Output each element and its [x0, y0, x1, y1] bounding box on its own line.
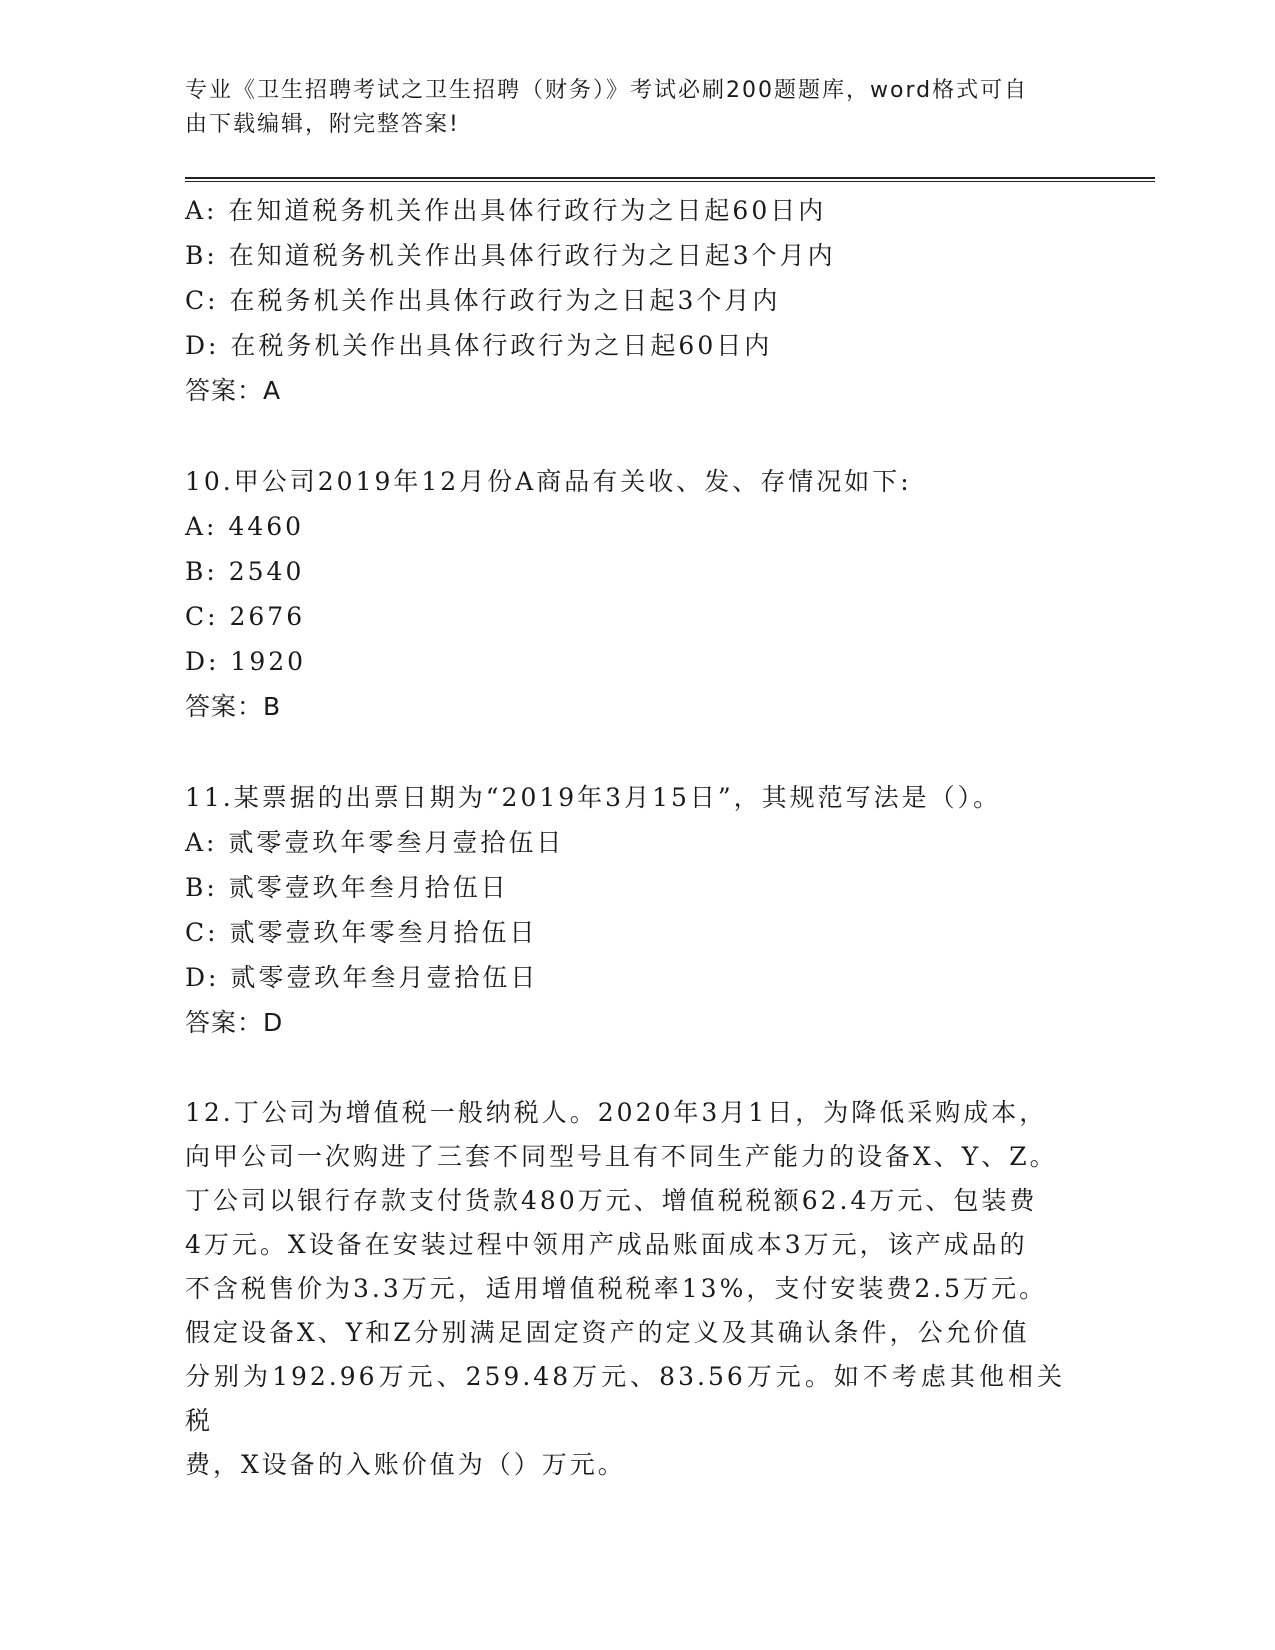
- option-a: A: 4460: [185, 512, 305, 541]
- question-line: 不含税售价为3.3万元，适用增值税税率13%，支付安装费2.5万元。: [185, 1274, 1048, 1303]
- document-body: [185, 188, 1085, 1487]
- option-d: D: 1920: [185, 647, 307, 676]
- question-10: [185, 459, 1085, 729]
- header-title-line-2: 由下载编辑，附完整答案!: [185, 112, 460, 137]
- question-line: 假定设备X、Y和Z分别满足固定资产的定义及其确认条件，公允价值: [185, 1318, 1030, 1347]
- option-a: A: 贰零壹玖年零叁月壹拾伍日: [185, 828, 565, 857]
- question-11: [185, 775, 1085, 1045]
- option-d: D: 在税务机关作出具体行政行为之日起60日内: [185, 331, 773, 360]
- question-text: 10.甲公司2019年12月份A商品有关收、发、存情况如下:: [185, 467, 912, 496]
- answer: 答案：B: [185, 692, 282, 721]
- spacer: [185, 1045, 1085, 1091]
- option-a: A: 在知道税务机关作出具体行政行为之日起60日内: [185, 196, 827, 225]
- option-c: C: 2676: [185, 602, 306, 631]
- option-b: B: 2540: [185, 557, 305, 586]
- option-c: C: 在税务机关作出具体行政行为之日起3个月内: [185, 286, 781, 315]
- header-divider-thick: [185, 177, 1155, 179]
- answer: 答案：A: [185, 376, 282, 405]
- option-d: D: 贰零壹玖年叁月壹拾伍日: [185, 963, 539, 992]
- question-12: [185, 1091, 1085, 1487]
- option-b: B: 在知道税务机关作出具体行政行为之日起3个月内: [185, 241, 836, 270]
- question-line: 费，X设备的入账价值为（）万元。: [185, 1450, 626, 1479]
- question-line: 分别为192.96万元、259.48万元、83.56万元。如不考虑其他相关税: [185, 1362, 1065, 1435]
- question-line: 12.丁公司为增值税一般纳税人。2020年3月1日，为降低采购成本，: [185, 1098, 1048, 1127]
- spacer: [185, 413, 1085, 459]
- question-text: [185, 1091, 1065, 1487]
- header-divider-thin: [185, 181, 1155, 182]
- question-line: 4万元。X设备在安装过程中领用产成品账面成本3万元，该产成品的: [185, 1230, 1028, 1259]
- question-9: [185, 188, 1085, 413]
- document-header: [185, 74, 1065, 142]
- header-title-line-1: 专业《卫生招聘考试之卫生招聘（财务）》考试必刷200题题库，word格式可自: [185, 78, 1029, 103]
- option-c: C: 贰零壹玖年零叁月拾伍日: [185, 918, 538, 947]
- answer: 答案：D: [185, 1008, 284, 1037]
- spacer: [185, 729, 1085, 775]
- option-b: B: 贰零壹玖年叁月拾伍日: [185, 873, 509, 902]
- question-line: 向甲公司一次购进了三套不同型号且有不同生产能力的设备X、Y、Z。: [185, 1142, 1058, 1171]
- question-text: 11.某票据的出票日期为“2019年3月15日”，其规范写法是（）。: [185, 783, 1002, 812]
- question-line: 丁公司以银行存款支付货款480万元、增值税税额62.4万元、包装费: [185, 1186, 1038, 1215]
